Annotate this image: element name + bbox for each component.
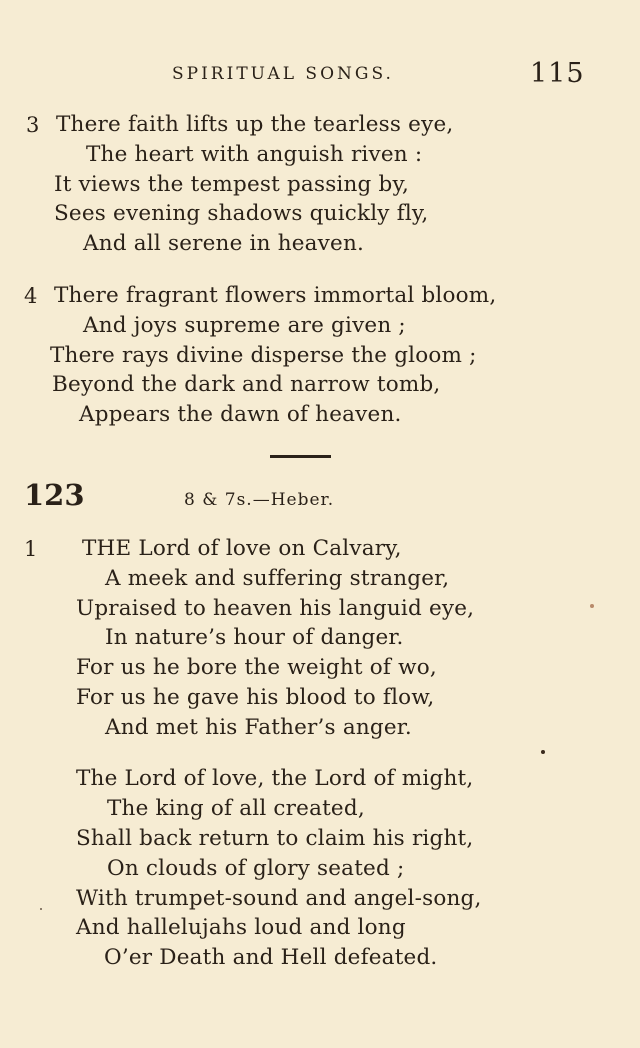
verse-line: A meek and suffering stranger, (105, 566, 450, 591)
hymn-number: 123 (24, 478, 85, 512)
verse-line: And all serene in heaven. (83, 231, 365, 256)
verse-line: And met his Father’s anger. (105, 715, 412, 740)
paper-fleck (40, 908, 42, 910)
verse-line: For us he gave his blood to flow, (76, 685, 435, 710)
verse-line: With trumpet-sound and angel-song, (76, 886, 482, 911)
verse-line: THE Lord of love on Calvary, (82, 536, 402, 561)
verse-line: For us he bore the weight of wo, (76, 655, 437, 680)
verse-line: It views the tempest passing by, (54, 172, 410, 197)
verse-line: And joys supreme are given ; (83, 313, 406, 338)
running-head (0, 58, 640, 92)
verse-line: Sees evening shadows quickly fly, (54, 201, 429, 226)
running-title: SPIRITUAL SONGS. (172, 64, 394, 84)
verse-number: 3 (26, 113, 40, 137)
verse-number: 1 (24, 537, 38, 561)
paper-fleck (590, 604, 594, 608)
verse-line: There fragrant flowers immortal bloom, (54, 283, 497, 308)
verse-line: Beyond the dark and narrow tomb, (52, 372, 441, 397)
verse-line: Appears the dawn of heaven. (79, 402, 402, 427)
verse-line: There faith lifts up the tearless eye, (56, 112, 454, 137)
verse-line: The Lord of love, the Lord of might, (76, 766, 474, 791)
verse-line: The king of all created, (107, 796, 365, 821)
verse-line: O’er Death and Hell defeated. (104, 945, 438, 970)
paper-fleck (541, 750, 545, 754)
section-divider (270, 455, 331, 458)
verse-line: Upraised to heaven his languid eye, (76, 596, 475, 621)
verse-line: The heart with anguish riven : (86, 142, 423, 167)
verse-line: Shall back return to claim his right, (76, 826, 474, 851)
verse-line: In nature’s hour of danger. (105, 625, 404, 650)
page-number: 115 (530, 58, 585, 89)
verse-number: 4 (24, 284, 38, 308)
verse-line: And hallelujahs loud and long (76, 915, 406, 940)
verse-line: There rays divine disperse the gloom ; (50, 343, 477, 368)
hymn-meter-author: 8 & 7s.—Heber. (184, 490, 335, 510)
verse-line: On clouds of glory seated ; (107, 856, 405, 881)
